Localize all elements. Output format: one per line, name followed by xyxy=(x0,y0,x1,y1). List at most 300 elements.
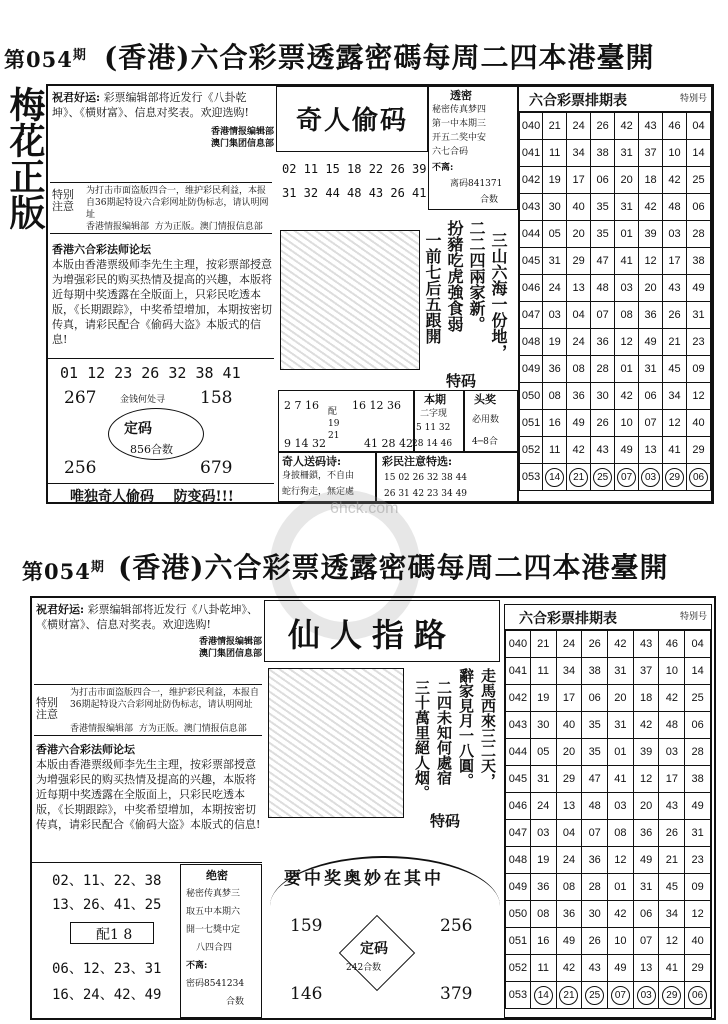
schedule-issue-cell: 046 xyxy=(506,793,531,820)
bottom-ring-br: 379 xyxy=(440,984,473,1004)
schedule-number-cell: 19 xyxy=(543,167,567,194)
schedule-row xyxy=(520,167,711,194)
schedule-number-cell: 23 xyxy=(687,329,711,356)
top-benqi-sub: 二字现 xyxy=(420,409,448,419)
schedule-number-cell: 47 xyxy=(582,766,608,793)
schedule-issue-cell: 042 xyxy=(520,167,543,194)
bottom-secret-line1: 秘密传真梦三 xyxy=(186,889,241,899)
schedule-number-cell: 11 xyxy=(530,955,556,982)
schedule-issue-cell: 041 xyxy=(520,140,543,167)
schedule-number-cell: 13 xyxy=(639,437,663,464)
schedule-number-cell: 26 xyxy=(582,928,608,955)
schedule-number-cell: 10 xyxy=(659,658,685,685)
schedule-number-cell: 20 xyxy=(615,167,639,194)
schedule-number-cell: 35 xyxy=(582,739,608,766)
schedule-number-cell: 25 xyxy=(687,167,711,194)
schedule-number-cell: 03 xyxy=(615,275,639,302)
schedule-issue-cell: 044 xyxy=(506,739,531,766)
top-benqi-nums1: 5 11 32 xyxy=(416,423,451,433)
schedule-number-cell: 26 xyxy=(591,113,615,140)
forum-block-bottom: 香港六合彩法师论坛 本版由香港票级师李先生主理，按彩票部授意为增强彩民的购买热情及提高的兴趣，本版将近每期中奖透露在全版面上，只彩民吃透本版，《长期跟踪》，中奖希望增加，本期按密切传真，请彩民配合《偷码大盗》本版式的信息! xyxy=(36,743,261,831)
schedule-number-cell: 10 xyxy=(615,410,639,437)
schedule-number-cell: 03 xyxy=(663,221,687,248)
schedule-number-cell: 16 xyxy=(543,410,567,437)
schedule-number-cell: 41 xyxy=(659,955,685,982)
schedule-head-top: 六合彩票排期表 xyxy=(529,93,627,109)
schedule-number-cell: 49 xyxy=(633,847,659,874)
schedule-row xyxy=(506,766,711,793)
schedule-number-cell: 26 xyxy=(582,631,608,658)
schedule-row xyxy=(520,221,711,248)
schedule-number-cell: 13 xyxy=(567,275,591,302)
schedule-number-cell: 19 xyxy=(530,685,556,712)
schedule-row xyxy=(520,248,711,275)
bottom-panel-title: 仙人指路 xyxy=(288,616,457,654)
page-title-bottom: (香港)六合彩票透露密碼每周二四本港臺開 xyxy=(118,551,669,584)
schedule-number-cell: 30 xyxy=(582,901,608,928)
schedule-row xyxy=(520,356,711,383)
schedule-number-cell: 13 xyxy=(633,955,659,982)
schedule-number-cell: 08 xyxy=(608,820,634,847)
schedule-number-cell: 12 xyxy=(608,847,634,874)
schedule-number-cell: 12 xyxy=(639,248,663,275)
circled-number: 07 xyxy=(617,468,636,487)
schedule-number-cell: 40 xyxy=(556,712,582,739)
schedule-row xyxy=(520,383,711,410)
schedule-number-cell: 31 xyxy=(639,356,663,383)
schedule-issue-cell: 040 xyxy=(520,113,543,140)
schedule-number-cell: 45 xyxy=(663,356,687,383)
schedule-row xyxy=(506,793,711,820)
schedule-number-cell: 34 xyxy=(663,383,687,410)
schedule-number-cell: 49 xyxy=(608,955,634,982)
schedule-number-cell: 20 xyxy=(639,275,663,302)
ring-arc: 金钱何处寻 xyxy=(120,395,166,405)
bottom-pei: 配1 8 xyxy=(96,927,133,943)
top-poem-1: 三山六海一份地， xyxy=(489,232,508,360)
schedule-number-cell: 36 xyxy=(530,874,556,901)
circled-number: 21 xyxy=(559,986,578,1005)
schedule-issue-cell: 045 xyxy=(520,248,543,275)
schedule-number-cell: 06 xyxy=(687,194,711,221)
schedule-row xyxy=(506,874,711,901)
schedule-number-cell: 36 xyxy=(556,901,582,928)
schedule-issue-cell: 043 xyxy=(520,194,543,221)
top-pei-mid: 配 19 21 xyxy=(328,407,340,441)
schedule-number-cell: 20 xyxy=(556,739,582,766)
schedule-number-cell: 43 xyxy=(582,955,608,982)
schedule-number-cell: 39 xyxy=(633,739,659,766)
top-toujiang-sub: 必用数 xyxy=(472,415,500,425)
top-panel-nums2: 31 32 44 48 43 26 41 xyxy=(282,186,427,200)
schedule-number-cell: 04 xyxy=(685,631,711,658)
schedule-number-cell: 24 xyxy=(567,113,591,140)
ring-center: 定码 xyxy=(124,421,152,437)
ring-bl: 256 xyxy=(64,458,97,478)
schedule-number-cell: 24 xyxy=(556,847,582,874)
circled-number: 29 xyxy=(662,986,681,1005)
schedule-number-cell: 09 xyxy=(685,874,711,901)
top-illustration xyxy=(280,230,420,370)
schedule-number-cell: 03 xyxy=(608,793,634,820)
top-number-row: 01 12 23 26 32 38 41 xyxy=(60,364,241,382)
notice-tag: 特别注意 xyxy=(52,188,74,213)
schedule-number-cell: 09 xyxy=(687,356,711,383)
schedule-number-cell: 11 xyxy=(543,437,567,464)
bottom-arc-text: 要中奖奥妙在其中 xyxy=(284,869,444,889)
bottom-illustration xyxy=(268,668,404,818)
schedule-row xyxy=(520,275,711,302)
schedule-row-current xyxy=(520,464,711,491)
schedule-number-cell: 01 xyxy=(608,874,634,901)
schedule-number-cell: 42 xyxy=(615,383,639,410)
schedule-number-cell: 35 xyxy=(591,221,615,248)
schedule-number-cell xyxy=(567,464,591,491)
schedule-number-cell: 49 xyxy=(567,410,591,437)
schedule-number-cell: 18 xyxy=(639,167,663,194)
schedule-number-cell: 24 xyxy=(567,329,591,356)
greeting-body: 彩票编辑部将近发行《八卦乾坤》、《横财富》、信息对奖表。欢迎选购! xyxy=(52,91,249,119)
top-tema: 特码 xyxy=(446,372,477,390)
top-caimin-l1: 15 02 26 32 38 44 xyxy=(384,473,468,483)
schedule-number-cell: 28 xyxy=(582,874,608,901)
schedule-number-cell: 28 xyxy=(685,739,711,766)
forum-body: 本版由香港票级师李先生主理，按彩票部授意为增强彩民的购买热情及提高的兴趣，本版将近每期中奖透露在全版面上，只彩民吃透本版，《长期跟踪》，中奖希望增加，本期按密切传真，请彩民配合《偷码大盗》本版式的信息! xyxy=(52,258,272,346)
bottom-nums-3: 06、12、23、31 xyxy=(52,961,162,977)
schedule-number-cell: 12 xyxy=(633,766,659,793)
top-pei-r1a: 2 7 16 xyxy=(284,399,319,412)
schedule-issue-cell: 049 xyxy=(506,874,531,901)
circled-number: 21 xyxy=(569,468,588,487)
schedule-number-cell xyxy=(639,464,663,491)
schedule-number-cell: 38 xyxy=(685,766,711,793)
bottom-poem-4: 三十萬里絕人烟。 xyxy=(413,680,431,800)
schedule-number-cell: 49 xyxy=(687,275,711,302)
schedule-issue-cell: 053 xyxy=(520,464,543,491)
schedule-number-cell: 42 xyxy=(556,955,582,982)
schedule-number-cell: 49 xyxy=(615,437,639,464)
schedule-number-cell: 38 xyxy=(687,248,711,275)
schedule-issue-cell: 047 xyxy=(506,820,531,847)
schedule-number-cell: 35 xyxy=(591,194,615,221)
schedule-number-cell: 07 xyxy=(633,928,659,955)
notice-body: 为打击市面盗版四合一，维护彩民利益，本报自36期起特设六合彩网址防伪标志，请认明网址 xyxy=(86,186,269,220)
greeting-head: 祝君好运: xyxy=(52,91,101,104)
schedule-issue-cell: 042 xyxy=(506,685,531,712)
schedule-number-cell: 38 xyxy=(591,140,615,167)
circled-number: 25 xyxy=(593,468,612,487)
schedule-number-cell: 18 xyxy=(633,685,659,712)
bottom-nums-1: 02、11、22、38 xyxy=(52,873,162,889)
schedule-number-cell: 06 xyxy=(639,383,663,410)
notice-block xyxy=(50,182,272,234)
schedule-number-cell: 45 xyxy=(659,874,685,901)
schedule-row xyxy=(520,302,711,329)
forum-block xyxy=(52,242,272,347)
schedule-issue-cell: 048 xyxy=(520,329,543,356)
schedule-number-cell: 35 xyxy=(582,712,608,739)
top-poem-3: 扮豬吃虎強食弱 xyxy=(445,220,464,332)
schedule-number-cell: 31 xyxy=(687,302,711,329)
top-pei-r2a: 9 14 32 xyxy=(284,437,326,450)
bottom-nums-2: 13、26、41、25 xyxy=(52,897,162,913)
bottom-tema: 特码 xyxy=(430,812,461,830)
schedule-row xyxy=(506,847,711,874)
schedule-number-cell: 36 xyxy=(567,383,591,410)
schedule-number-cell: 08 xyxy=(530,901,556,928)
schedule-number-cell: 03 xyxy=(543,302,567,329)
schedule-number-cell: 23 xyxy=(685,847,711,874)
schedule-number-cell: 24 xyxy=(556,631,582,658)
schedule-number-cell: 19 xyxy=(543,329,567,356)
schedule-row xyxy=(506,739,711,766)
schedule-number-cell: 48 xyxy=(582,793,608,820)
schedule-number-cell: 42 xyxy=(608,631,634,658)
schedule-number-cell: 20 xyxy=(608,685,634,712)
top-benqi-nums2: 28 14 46 xyxy=(412,439,453,449)
schedule-number-cell: 34 xyxy=(659,901,685,928)
schedule-number-cell: 04 xyxy=(567,302,591,329)
schedule-number-cell: 17 xyxy=(556,685,582,712)
top-songma-head: 奇人送码诗: xyxy=(282,455,342,468)
schedule-number-cell: 05 xyxy=(543,221,567,248)
schedule-number-cell: 37 xyxy=(639,140,663,167)
schedule-number-cell: 26 xyxy=(591,410,615,437)
schedule-number-cell: 29 xyxy=(687,437,711,464)
schedule-issue-cell: 051 xyxy=(506,928,531,955)
circled-number: 25 xyxy=(585,986,604,1005)
top-secret-buli-val: 离码841371 xyxy=(450,179,503,189)
schedule-number-cell: 14 xyxy=(685,658,711,685)
schedule-number-cell: 21 xyxy=(659,847,685,874)
schedule-number-cell: 06 xyxy=(591,167,615,194)
schedule-issue-cell: 051 xyxy=(520,410,543,437)
ring-br: 679 xyxy=(200,458,233,478)
bottom-poem-3: 二四未知何處宿 xyxy=(435,680,453,785)
schedule-number-cell: 30 xyxy=(591,383,615,410)
schedule-number-cell: 36 xyxy=(639,302,663,329)
schedule-issue-cell: 048 xyxy=(506,847,531,874)
schedule-number-cell: 42 xyxy=(639,194,663,221)
top-panel-nums1: 02 11 15 18 22 26 39 xyxy=(282,162,427,176)
schedule-number-cell: 11 xyxy=(530,658,556,685)
circled-number: 06 xyxy=(688,986,707,1005)
schedule-number-cell: 01 xyxy=(615,221,639,248)
schedule-number-cell: 17 xyxy=(567,167,591,194)
ring-sub: 856合数 xyxy=(130,443,173,456)
circled-number: 29 xyxy=(665,468,684,487)
greeting-sign1: 香港情报编辑部 xyxy=(210,127,274,137)
schedule-number-cell: 41 xyxy=(608,766,634,793)
schedule-number-cell: 12 xyxy=(615,329,639,356)
greeting-sign2: 澳门集团信息部 xyxy=(210,139,274,149)
schedule-issue-cell: 043 xyxy=(506,712,531,739)
schedule-number-cell xyxy=(543,464,567,491)
bottom-poem-1: 走馬西來三二天， xyxy=(479,668,497,788)
schedule-number-cell: 01 xyxy=(608,739,634,766)
schedule-number-cell: 10 xyxy=(663,140,687,167)
schedule-number-cell: 08 xyxy=(543,383,567,410)
schedule-number-cell: 05 xyxy=(530,739,556,766)
ring-tr: 158 xyxy=(200,388,233,408)
schedule-number-cell: 49 xyxy=(685,793,711,820)
schedule-number-cell: 42 xyxy=(615,113,639,140)
schedule-row xyxy=(520,140,711,167)
schedule-number-cell: 10 xyxy=(608,928,634,955)
top-benqi-head: 本期 xyxy=(424,393,446,406)
schedule-number-cell: 21 xyxy=(663,329,687,356)
schedule-number-cell: 06 xyxy=(582,685,608,712)
forum-head: 香港六合彩法师论坛 xyxy=(52,243,151,256)
side-brand: 梅花正版 xyxy=(4,86,46,230)
schedule-number-cell xyxy=(633,982,659,1009)
schedule-number-cell: 24 xyxy=(543,275,567,302)
bottom-ring-sub: 242合数 xyxy=(346,963,382,973)
schedule-number-cell: 48 xyxy=(663,194,687,221)
schedule-number-cell: 42 xyxy=(608,901,634,928)
bottom-ring-tr: 256 xyxy=(440,916,473,936)
top-pei-r2b: 41 28 42 xyxy=(364,437,413,450)
schedule-number-cell: 31 xyxy=(633,874,659,901)
schedule-row xyxy=(506,901,711,928)
schedule-number-cell: 21 xyxy=(530,631,556,658)
schedule-row xyxy=(506,631,711,658)
schedule-issue-cell: 045 xyxy=(506,766,531,793)
schedule-number-cell: 08 xyxy=(556,874,582,901)
schedule-row xyxy=(520,194,711,221)
schedule-number-cell: 42 xyxy=(663,167,687,194)
schedule-number-cell: 31 xyxy=(615,194,639,221)
issue-label-top: 第$054^期$ xyxy=(4,47,87,72)
top-secret-line1: 秘密传真梦四 xyxy=(432,105,487,115)
schedule-number-cell: 46 xyxy=(659,631,685,658)
schedule-number-cell: 36 xyxy=(591,329,615,356)
schedule-number-cell: 12 xyxy=(659,928,685,955)
schedule-row xyxy=(506,928,711,955)
schedule-number-cell: 03 xyxy=(659,739,685,766)
bottom-ring-center: 定码 xyxy=(360,941,388,957)
schedule-number-cell: 42 xyxy=(633,712,659,739)
top-poem-4: 一前七后五跟開 xyxy=(423,232,442,344)
schedule-number-cell: 29 xyxy=(556,766,582,793)
schedule-number-cell: 14 xyxy=(687,140,711,167)
bottom-secret-line4: 八四合四 xyxy=(196,943,233,953)
top-secret-head: 透密 xyxy=(450,89,472,102)
schedule-tm-bottom: 特别号 xyxy=(679,612,707,622)
top-secret-line4: 六七合码 xyxy=(432,147,469,157)
schedule-number-cell: 04 xyxy=(556,820,582,847)
greeting-block-bottom: 祝君好运: 彩票编辑部将近发行《八卦乾坤》、《横财富》、信息对奖表。欢迎选购! 香港情报编辑部 澳门集团信息部 xyxy=(36,603,262,659)
schedule-number-cell xyxy=(556,982,582,1009)
greeting-block xyxy=(52,90,274,150)
bottom-secret-buli-val: 密码8541234 xyxy=(186,979,245,989)
schedule-number-cell: 42 xyxy=(659,685,685,712)
circled-number: 03 xyxy=(641,468,660,487)
schedule-number-cell xyxy=(663,464,687,491)
schedule-number-cell: 12 xyxy=(663,410,687,437)
top-secret-heshu: 合数 xyxy=(480,195,499,205)
schedule-number-cell: 31 xyxy=(543,248,567,275)
schedule-number-cell: 04 xyxy=(687,113,711,140)
schedule-number-cell: 13 xyxy=(556,793,582,820)
schedule-number-cell: 26 xyxy=(663,302,687,329)
schedule-row xyxy=(506,658,711,685)
schedule-number-cell: 06 xyxy=(685,712,711,739)
schedule-number-cell: 08 xyxy=(615,302,639,329)
schedule-tm-top: 特别号 xyxy=(679,94,707,104)
schedule-number-cell: 48 xyxy=(659,712,685,739)
top-secret-buli: 不离: xyxy=(432,163,454,173)
bottom-secret-heshu: 合数 xyxy=(226,997,245,1007)
schedule-row xyxy=(520,410,711,437)
schedule-number-cell: 16 xyxy=(530,928,556,955)
schedule-issue-cell: 052 xyxy=(506,955,531,982)
schedule-number-cell: 31 xyxy=(615,140,639,167)
schedule-number-cell: 43 xyxy=(663,275,687,302)
schedule-number-cell: 41 xyxy=(615,248,639,275)
schedule-issue-cell: 050 xyxy=(506,901,531,928)
schedule-number-cell xyxy=(591,464,615,491)
schedule-number-cell: 28 xyxy=(591,356,615,383)
schedule-number-cell: 03 xyxy=(530,820,556,847)
schedule-number-cell: 28 xyxy=(687,221,711,248)
schedule-number-cell: 07 xyxy=(591,302,615,329)
top-caimin-l2: 26 31 42 23 34 49 xyxy=(384,489,468,499)
top-songma-l2: 蛇行狗走，無定處 xyxy=(282,487,355,497)
schedule-issue-cell: 050 xyxy=(520,383,543,410)
schedule-number-cell: 12 xyxy=(687,383,711,410)
top-panel-title: 奇人偷码 xyxy=(296,106,409,136)
schedule-number-cell xyxy=(685,982,711,1009)
schedule-number-cell: 06 xyxy=(633,901,659,928)
schedule-number-cell: 38 xyxy=(582,658,608,685)
schedule-issue-cell: 040 xyxy=(506,631,531,658)
schedule-row xyxy=(520,437,711,464)
schedule-number-cell: 34 xyxy=(567,140,591,167)
schedule-issue-cell: 049 xyxy=(520,356,543,383)
watermark-text: 6hck.com xyxy=(330,500,399,517)
schedule-number-cell: 39 xyxy=(639,221,663,248)
schedule-number-cell: 01 xyxy=(615,356,639,383)
schedule-number-cell: 43 xyxy=(659,793,685,820)
schedule-number-cell: 11 xyxy=(543,140,567,167)
schedule-top xyxy=(518,86,712,502)
bottom-nums-4: 16、24、42、49 xyxy=(52,987,162,1003)
circled-number: 03 xyxy=(637,986,656,1005)
bottom-secret-line3: 開一七獎中定 xyxy=(186,925,241,935)
page-title-top: (香港)六合彩票透露密碼每周二四本港臺開 xyxy=(104,41,655,74)
bottom-secret-line2: 取五中本期六 xyxy=(186,907,241,917)
schedule-row xyxy=(520,329,711,356)
schedule-number-cell: 29 xyxy=(685,955,711,982)
schedule-number-cell: 20 xyxy=(567,221,591,248)
bottom-ring-bl: 146 xyxy=(290,984,323,1004)
schedule-number-cell: 08 xyxy=(567,356,591,383)
schedule-number-cell xyxy=(530,982,556,1009)
schedule-number-cell: 49 xyxy=(639,329,663,356)
top-songma-l1: 身披柵鎖，不自由 xyxy=(282,471,355,481)
schedule-number-cell: 42 xyxy=(567,437,591,464)
schedule-bottom xyxy=(504,604,712,1018)
schedule-number-cell: 41 xyxy=(663,437,687,464)
bottom-secret-buli: 不离: xyxy=(186,961,208,971)
schedule-issue-cell: 047 xyxy=(520,302,543,329)
schedule-number-cell: 31 xyxy=(530,766,556,793)
schedule-number-cell: 31 xyxy=(608,712,634,739)
ring-tl: 267 xyxy=(64,388,97,408)
schedule-number-cell: 31 xyxy=(685,820,711,847)
issue-label-bottom: 第$054^期$ xyxy=(22,559,105,584)
